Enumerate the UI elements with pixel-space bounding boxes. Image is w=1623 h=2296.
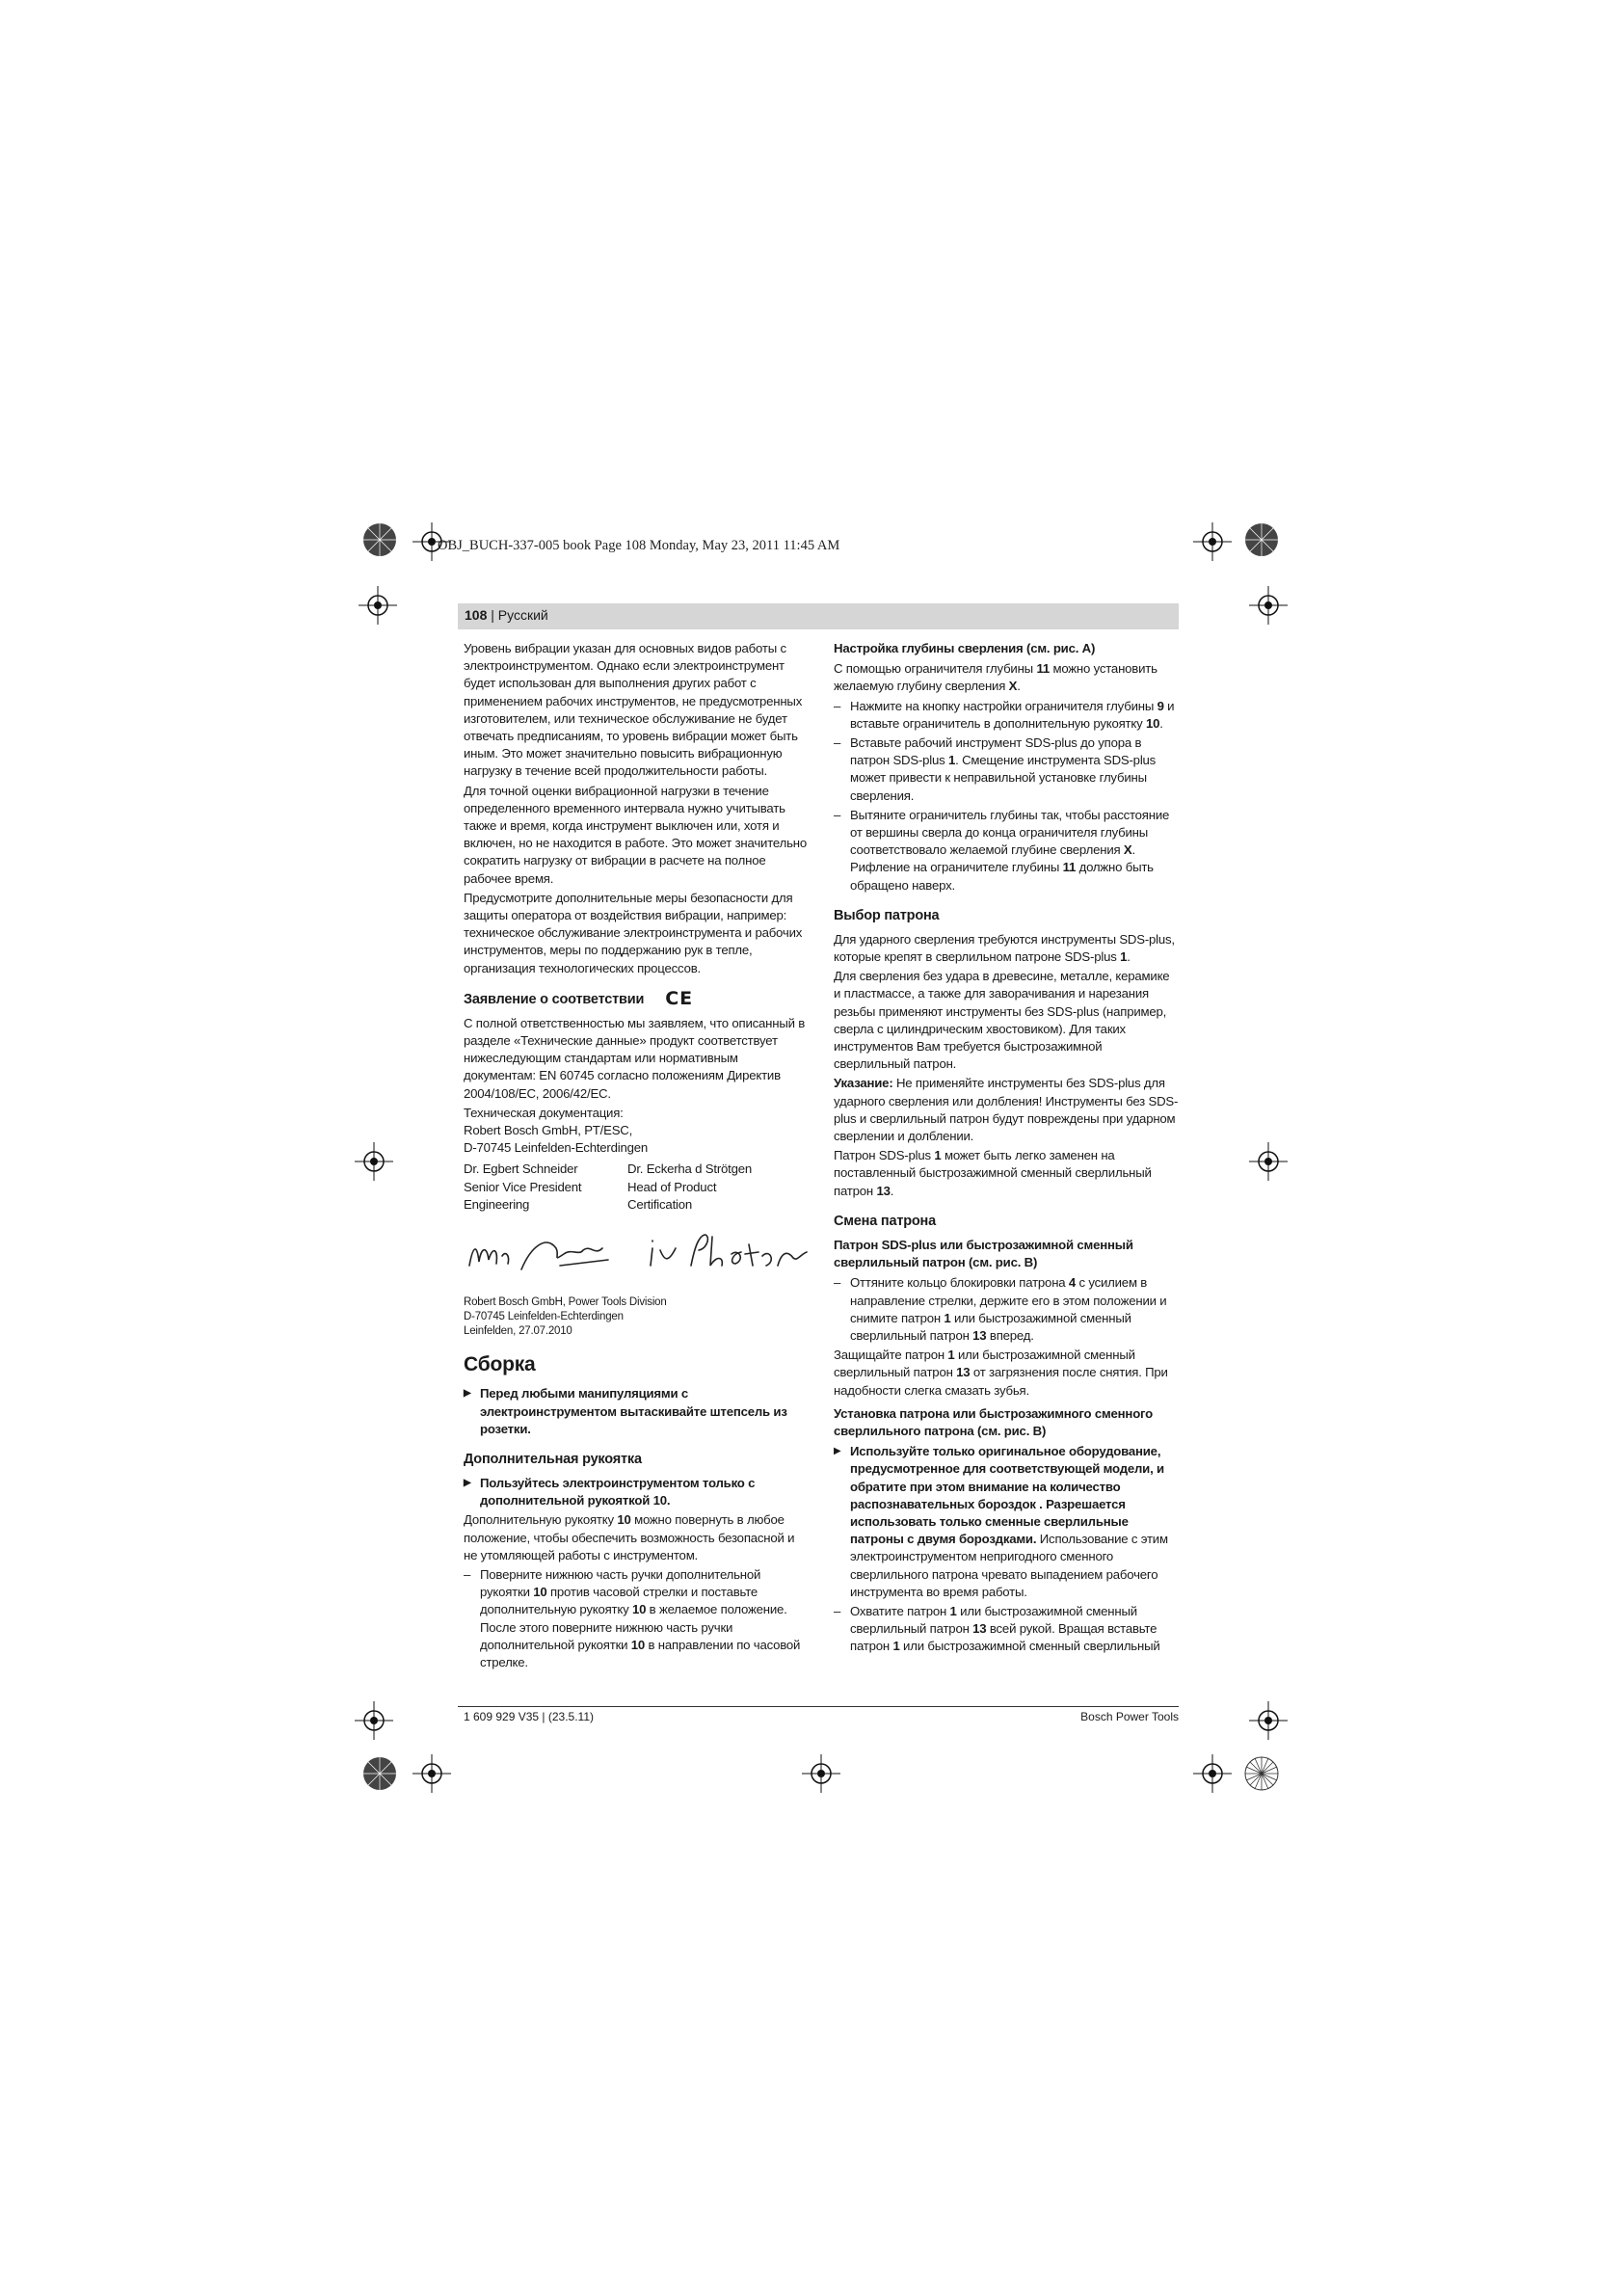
text-run: . — [890, 1183, 894, 1198]
registration-disc-icon — [362, 1756, 397, 1791]
conformity-paragraph: С полной ответственностью мы заявляем, что описанный в разделе «Технические данные» продукт соответствует нижеследующим стандартам или нормативным документам: EN 60745 согласно положениям Директив 2004/108/EC, 2006/42/EC. — [464, 1015, 806, 1101]
signatory-name: Dr. Eckerha d Strötgen — [627, 1161, 753, 1177]
right-column — [834, 640, 1179, 1658]
text-run: и вставьте ограничитель в дополнительную рукоятку — [850, 698, 1175, 731]
ref-number: 11 — [1036, 661, 1050, 677]
ref-number: 1 — [934, 1148, 942, 1163]
registration-crosshair-icon — [1249, 1142, 1288, 1181]
text-run: . Смещение инструмента SDS-plus может привести к неправильной установке глубины сверления. — [850, 753, 1157, 803]
tech-doc-line: Техническая документация: — [464, 1105, 624, 1120]
registration-radial-icon — [1244, 1756, 1279, 1791]
registration-crosshair-icon — [802, 1754, 840, 1793]
text-run: Патрон SDS-plus — [834, 1148, 935, 1163]
note-label: Указание: — [834, 1076, 893, 1091]
signatory-role: Senior Vice President — [464, 1179, 582, 1194]
text-run: Защищайте патрон — [834, 1348, 948, 1363]
page-header — [458, 603, 1179, 629]
ref-number: 1 — [947, 1348, 955, 1363]
page-number: 108 — [465, 607, 488, 623]
signatory-role: Certification — [627, 1196, 693, 1212]
ref-number: 13 — [972, 1621, 987, 1637]
footer-doc-number: 1 609 929 V35 | (23.5.11) — [464, 1710, 594, 1723]
chuck-choice-heading: Выбор патрона — [834, 907, 940, 923]
depth-step-2 — [834, 734, 1179, 805]
chuck-change-heading: Смена патрона — [834, 1213, 936, 1229]
aux-handle-step — [464, 1566, 809, 1671]
text-run: вперед. — [986, 1327, 1034, 1343]
text-run: Использование с этим электроинструментом непригодного сменного сверлильного патрона чревато выпадением рабочего инструмента во время работы. — [850, 1532, 1168, 1599]
chuck-choice-paragraph-2: Для сверления без удара в древесине, металле, керамике и пластмассе, а также для заворачивания и нарезания резьбы применяют инструменты без SDS-plus (например, сверла с цилиндрическим хвостовиком). Для таких инструментов Вам требуется быстрозажимной сверлильный патрон. — [834, 969, 1170, 1072]
text-run: от загрязнения после снятия. При надобности слегка смазать зубья. — [834, 1365, 1168, 1398]
registration-crosshair-icon — [355, 1142, 393, 1181]
company-address — [464, 1295, 809, 1339]
registration-disc-icon — [362, 522, 397, 557]
left-column — [464, 640, 809, 1673]
registration-crosshair-icon — [1249, 1701, 1288, 1740]
text-run: можно повернуть в любое положение, чтобы обеспечить возможность безопасной и не утомляющей работы с инструментом. — [464, 1512, 795, 1562]
protect-paragraph — [834, 1347, 1179, 1400]
tech-doc-line: Robert Bosch GmbH, PT/ESC, — [464, 1123, 633, 1138]
ref-letter: X — [1008, 679, 1018, 694]
ref-number: 13 — [876, 1183, 891, 1198]
ce-mark-icon: CE — [665, 987, 694, 1009]
chuck-choice-paragraph-1 — [834, 931, 1179, 966]
signatories — [464, 1161, 791, 1214]
ref-number: 9 — [1157, 698, 1164, 713]
company-line: Leinfelden, 27.07.2010 — [464, 1325, 572, 1338]
registration-crosshair-icon — [359, 586, 397, 625]
assembly-heading: Сборка — [464, 1353, 536, 1376]
ref-number: 10 — [533, 1585, 547, 1600]
text-run: или быстрозажимной сменный сверлильный патрон — [850, 1310, 1131, 1343]
ref-number: 1 — [944, 1310, 951, 1325]
ref-number: 1 — [949, 1603, 957, 1618]
text-run: против часовой стрелки и поставьте дополнительную рукоятку — [480, 1585, 758, 1617]
print-slug-line: OBJ_BUCH-337-005 book Page 108 Monday, May 23, 2011 11:45 AM — [438, 538, 840, 553]
text-run: Вставьте рабочий инструмент SDS-plus до упора в патрон SDS-plus — [850, 735, 1142, 768]
ref-number: 10 — [617, 1512, 631, 1528]
text-run: Пользуйтесь электроинструментом только с дополнительной рукояткой — [480, 1475, 756, 1508]
text-run: Для ударного сверления требуются инструменты SDS-plus, которые крепят в сверлильном патроне SDS-plus — [834, 931, 1175, 965]
signatory-name: Dr. Egbert Schneider — [464, 1161, 578, 1177]
vibration-paragraph-1: Уровень вибрации указан для основных видов работы с электроинструментом. Однако если электроинструмент будет использован для выполнения других работ с применением рабочих инструментов, не предусмотренных изготовителем, или техническое обслуживание не будет отвечать предписаниям, то уровень вибрации может быть иным. Это может значительно повысить вибрационную нагрузку в течение всей продолжительности работы. — [464, 641, 803, 779]
text-run: Нажмите на кнопку настройки ограничителя глубины — [850, 698, 1157, 713]
signatory-role: Head of Product — [627, 1179, 717, 1194]
text-run: . — [666, 1493, 671, 1508]
aux-handle-heading: Дополнительная рукоятка — [464, 1451, 642, 1467]
ref-number: 4 — [1068, 1275, 1077, 1291]
ref-number: 10 — [652, 1493, 667, 1508]
text-run: с усилием в направление стрелки, держите его в этом положении и снимите патрон — [850, 1275, 1167, 1325]
ref-number: 10 — [1145, 715, 1160, 731]
chuck-install-warning — [834, 1443, 1179, 1601]
vibration-paragraph-3: Предусмотрите дополнительные меры безопасности для защиты оператора от воздействия вибрации, например: техническое обслуживание электроинструмента и рабочих инструментов, меры по поддержанию рук в тепле, организация технологических процессов. — [464, 890, 803, 975]
handwritten-signatures — [464, 1227, 809, 1282]
depth-heading: Настройка глубины сверления (см. рис. A) — [834, 641, 1096, 655]
text-run: Поверните нижнюю часть ручки дополнительной рукоятки — [480, 1566, 761, 1600]
registration-crosshair-icon — [412, 1754, 451, 1793]
ref-number: 11 — [1062, 860, 1077, 875]
signatory-1 — [464, 1161, 627, 1214]
text-run: всей рукой. Вращая вставьте патрон — [850, 1621, 1157, 1654]
text-run: или быстрозажимной сменный сверлильный — [899, 1639, 1160, 1654]
text-run: в направлении по часовой стрелке. — [480, 1637, 801, 1669]
chuck-install-step — [834, 1603, 1179, 1656]
company-line: Robert Bosch GmbH, Power Tools Division — [464, 1296, 667, 1309]
chuck-removal-step — [834, 1274, 1179, 1345]
chuck-install-subheading: Установка патрона или быстрозажимного сменного сверлильного патрона (см. рис. B) — [834, 1405, 1154, 1438]
text-run: Дополнительную рукоятку — [464, 1512, 618, 1528]
registration-disc-icon — [1244, 522, 1279, 557]
text-run: или быстрозажимной сменный сверлильный патрон — [850, 1603, 1137, 1637]
registration-crosshair-icon — [1193, 522, 1232, 561]
assembly-warning: ▶ Перед любыми манипуляциями с электроинструментом вытаскивайте штепсель из розетки. — [464, 1385, 809, 1438]
note-paragraph — [834, 1075, 1179, 1145]
text-run: . — [1159, 715, 1163, 731]
conformity-heading-text: Заявление о соответствии — [464, 991, 645, 1007]
text-run: Оттяните кольцо блокировки патрона — [850, 1275, 1069, 1291]
registration-crosshair-icon — [1249, 586, 1288, 625]
chuck-removal-subheading: Патрон SDS-plus или быстрозажимной сменный сверлильный патрон (см. рис. B) — [834, 1237, 1133, 1270]
company-line: D-70745 Leinfelden-Echterdingen — [464, 1311, 624, 1323]
ref-number: 1 — [1120, 949, 1128, 965]
text-run: можно установить желаемую глубину сверления — [834, 661, 1157, 694]
text-run: должно быть обращено наверх. — [850, 860, 1154, 893]
ref-letter: X — [1123, 842, 1132, 858]
aux-handle-warning — [464, 1475, 809, 1509]
aux-handle-paragraph — [464, 1511, 809, 1564]
ref-number: 10 — [631, 1602, 647, 1617]
warning-bold-text: Используйте только оригинальное оборудование, предусмотренное для соответствующей модели, и обратите при этом внимание на количество распознавательных бороздок . Разрешается использовать только сменные сверлильные патроны с двумя бороздками. — [850, 1444, 1164, 1547]
depth-paragraph — [834, 660, 1179, 695]
chuck-choice-paragraph-3 — [834, 1147, 1179, 1200]
footer-brand: Bosch Power Tools — [1080, 1710, 1179, 1723]
ref-number: 1 — [948, 753, 956, 768]
registration-crosshair-icon — [1193, 1754, 1232, 1793]
text-run: или быстрозажимной сменный сверлильный патрон — [834, 1348, 1135, 1380]
ref-number: 13 — [972, 1327, 987, 1343]
text-run: . — [1127, 949, 1131, 965]
ref-number: 13 — [956, 1365, 971, 1380]
section-language: Русский — [497, 607, 548, 623]
depth-step-1 — [834, 698, 1179, 733]
vibration-paragraph-2: Для точной оценки вибрационной нагрузки в течение определенного временного интервала нужно учитывать также и время, когда инструмент выключен или, хотя и включен, но не находится в работе. Это может значительно сократить нагрузку от вибрации в расчете на полное рабочее время. — [464, 783, 807, 886]
text-run: Охватите патрон — [850, 1603, 950, 1618]
text-run: . — [1017, 679, 1021, 694]
text-run: в желаемое положение. После этого поверните нижнюю часть ручки дополнительной рукоятки — [480, 1602, 787, 1652]
tech-doc-line: D-70745 Leinfelden-Echterdingen — [464, 1140, 649, 1156]
signatory-role: Engineering — [464, 1196, 530, 1212]
tech-doc-block — [464, 1105, 809, 1158]
header-separator: | — [487, 607, 498, 623]
text-run: Не применяйте инструменты без SDS-plus для ударного сверления или долбления! Инструменты без SDS-plus и сверлильный патрон будут повреждены при ударном сверлении и долблении. — [834, 1076, 1179, 1144]
text-run: Вытяните ограничитель глубины так, чтобы расстояние от вершины сверла до конца ограничителя глубины соответствовало желаемой глубине сверления — [850, 807, 1170, 858]
ref-number: 10 — [630, 1637, 646, 1652]
text-run: . Рифление на ограничителе глубины — [850, 842, 1135, 875]
depth-step-3 — [834, 807, 1179, 894]
text-run: может быть легко заменен на поставленный быстрозажимной сменный сверлильный патрон — [834, 1148, 1152, 1198]
header-text — [465, 607, 548, 623]
signatory-2 — [627, 1161, 791, 1214]
text-run: С помощью ограничителя глубины — [834, 661, 1037, 677]
registration-crosshair-icon — [355, 1701, 393, 1740]
conformity-heading — [464, 989, 809, 1009]
ref-number: 1 — [892, 1639, 900, 1654]
footer-divider — [458, 1706, 1179, 1707]
